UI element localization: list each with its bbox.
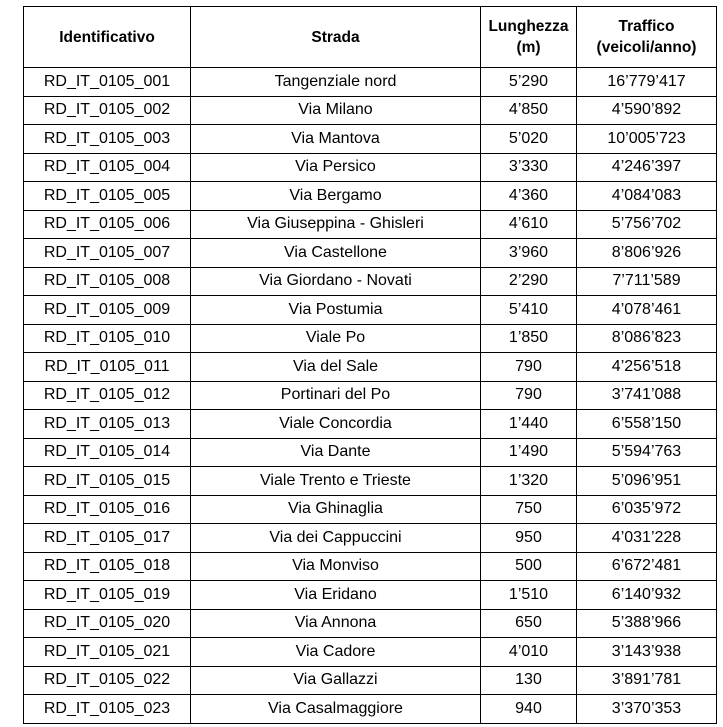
cell-length: 1’440 [481,410,577,439]
cell-road: Viale Concordia [191,410,481,439]
cell-length: 5’020 [481,125,577,154]
cell-id: RD_IT_0105_018 [24,552,191,581]
cell-length: 4’360 [481,182,577,211]
cell-road: Via Giordano - Novati [191,267,481,296]
cell-road: Viale Trento e Trieste [191,467,481,496]
cell-id: RD_IT_0105_022 [24,666,191,695]
cell-id: RD_IT_0105_019 [24,581,191,610]
cell-road: Via del Sale [191,353,481,382]
cell-traffic: 4’084’083 [577,182,717,211]
cell-traffic: 5’594’763 [577,438,717,467]
cell-length: 790 [481,353,577,382]
header-length [481,7,577,68]
cell-traffic: 3’891’781 [577,666,717,695]
cell-traffic: 16’779’417 [577,68,717,97]
cell-id: RD_IT_0105_014 [24,438,191,467]
table-row [24,381,717,410]
cell-traffic: 3’741’088 [577,381,717,410]
cell-length: 3’330 [481,153,577,182]
table-row [24,296,717,325]
cell-traffic: 5’388’966 [577,609,717,638]
cell-length: 1’510 [481,581,577,610]
table-row [24,438,717,467]
cell-road: Via Cadore [191,638,481,667]
table-row [24,267,717,296]
table-row [24,153,717,182]
cell-road: Via Casalmaggiore [191,695,481,724]
header-length-label: Lunghezza [488,18,569,35]
cell-traffic: 6’558’150 [577,410,717,439]
cell-id: RD_IT_0105_008 [24,267,191,296]
cell-road: Via Milano [191,96,481,125]
cell-length: 950 [481,524,577,553]
table-row [24,695,717,724]
cell-road: Via Postumia [191,296,481,325]
cell-id: RD_IT_0105_009 [24,296,191,325]
cell-traffic: 4’256’518 [577,353,717,382]
header-row [24,7,717,68]
cell-road: Via Gallazzi [191,666,481,695]
table-row [24,96,717,125]
cell-length: 790 [481,381,577,410]
table-row [24,638,717,667]
table-row [24,495,717,524]
cell-id: RD_IT_0105_015 [24,467,191,496]
cell-length: 130 [481,666,577,695]
table-row [24,552,717,581]
cell-id: RD_IT_0105_001 [24,68,191,97]
header-road [191,7,481,68]
table-row [24,210,717,239]
cell-road: Via Mantova [191,125,481,154]
cell-length: 1’490 [481,438,577,467]
table-body [24,68,717,724]
header-id-label: Identificativo [59,28,155,46]
table-row [24,609,717,638]
cell-road: Via Ghinaglia [191,495,481,524]
cell-length: 500 [481,552,577,581]
table-header [24,7,717,68]
cell-road: Viale Po [191,324,481,353]
cell-id: RD_IT_0105_002 [24,96,191,125]
cell-length: 4’610 [481,210,577,239]
cell-id: RD_IT_0105_003 [24,125,191,154]
cell-traffic: 5’096’951 [577,467,717,496]
cell-road: Portinari del Po [191,381,481,410]
cell-traffic: 3’143’938 [577,638,717,667]
cell-traffic: 8’806’926 [577,239,717,268]
table-row [24,125,717,154]
table-row [24,239,717,268]
table-row [24,410,717,439]
cell-length: 650 [481,609,577,638]
cell-id: RD_IT_0105_012 [24,381,191,410]
cell-length: 1’320 [481,467,577,496]
cell-traffic: 6’035’972 [577,495,717,524]
cell-traffic: 4’246’397 [577,153,717,182]
cell-length: 4’850 [481,96,577,125]
cell-traffic: 7’711’589 [577,267,717,296]
cell-length: 940 [481,695,577,724]
cell-length: 5’410 [481,296,577,325]
cell-id: RD_IT_0105_007 [24,239,191,268]
cell-road: Via dei Cappuccini [191,524,481,553]
cell-traffic: 6’672’481 [577,552,717,581]
header-traffic-unit: (veicoli/anno) [596,39,697,56]
cell-traffic: 4’590’892 [577,96,717,125]
cell-length: 4’010 [481,638,577,667]
cell-traffic: 6’140’932 [577,581,717,610]
cell-length: 3’960 [481,239,577,268]
table-row [24,581,717,610]
cell-length: 750 [481,495,577,524]
cell-id: RD_IT_0105_021 [24,638,191,667]
table-row [24,467,717,496]
cell-traffic: 5’756’702 [577,210,717,239]
cell-id: RD_IT_0105_004 [24,153,191,182]
cell-id: RD_IT_0105_005 [24,182,191,211]
cell-traffic: 8’086’823 [577,324,717,353]
cell-length: 5’290 [481,68,577,97]
header-id [24,7,191,68]
cell-id: RD_IT_0105_020 [24,609,191,638]
cell-traffic: 4’031’228 [577,524,717,553]
cell-id: RD_IT_0105_011 [24,353,191,382]
cell-road: Via Bergamo [191,182,481,211]
cell-id: RD_IT_0105_010 [24,324,191,353]
cell-road: Via Eridano [191,581,481,610]
cell-id: RD_IT_0105_013 [24,410,191,439]
header-length-unit: (m) [516,39,541,56]
header-traffic [577,7,717,68]
cell-id: RD_IT_0105_016 [24,495,191,524]
cell-id: RD_IT_0105_006 [24,210,191,239]
table-row [24,353,717,382]
table-row [24,524,717,553]
cell-traffic: 4’078’461 [577,296,717,325]
header-traffic-label: Traffico [618,18,675,35]
cell-road: Via Giuseppina - Ghisleri [191,210,481,239]
roads-table [23,6,717,724]
table-row [24,182,717,211]
cell-traffic: 10’005’723 [577,125,717,154]
cell-road: Via Annona [191,609,481,638]
cell-length: 2’290 [481,267,577,296]
cell-length: 1’850 [481,324,577,353]
header-road-label: Strada [311,28,360,46]
cell-road: Tangenziale nord [191,68,481,97]
cell-traffic: 3’370’353 [577,695,717,724]
cell-road: Via Dante [191,438,481,467]
cell-road: Via Castellone [191,239,481,268]
cell-road: Via Persico [191,153,481,182]
table-row [24,68,717,97]
table-row [24,324,717,353]
cell-road: Via Monviso [191,552,481,581]
table-row [24,666,717,695]
cell-id: RD_IT_0105_017 [24,524,191,553]
cell-id: RD_IT_0105_023 [24,695,191,724]
